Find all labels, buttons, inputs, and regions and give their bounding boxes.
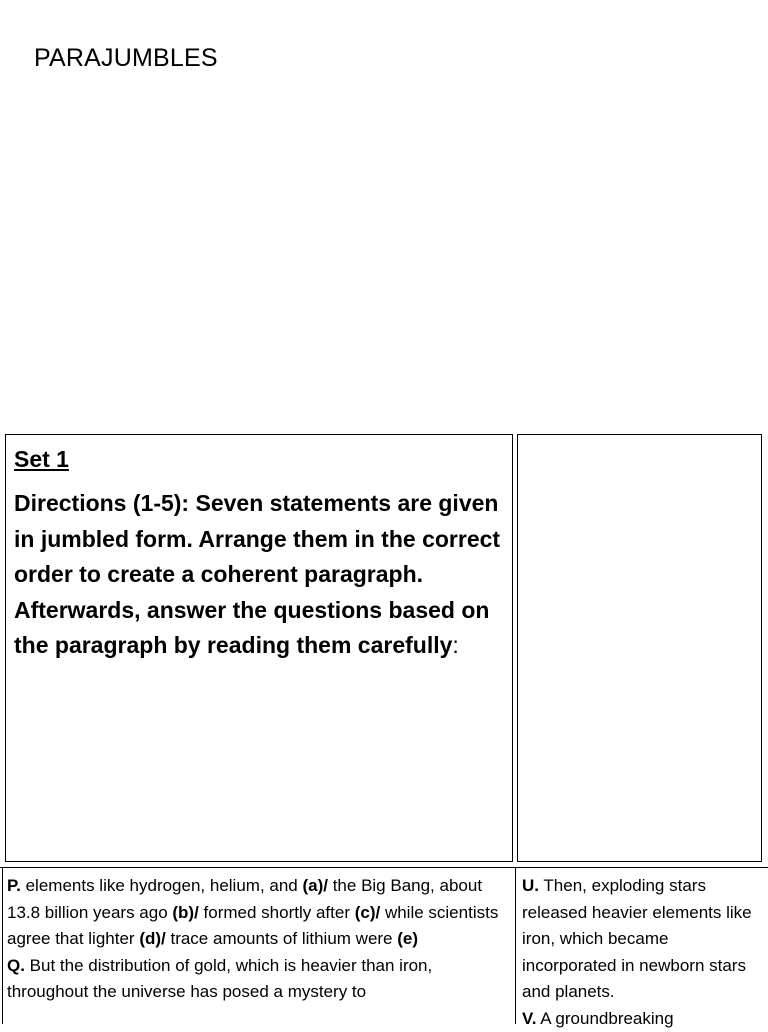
statement-v-text: A groundbreaking: [537, 1009, 674, 1028]
page-title: PARAJUMBLES: [34, 44, 218, 73]
directions-body: Directions (1-5): Seven statements are given in jumbled form. Arrange them in the correct order to create a coherent paragraph. Afterwards, answer the questions based on the paragraph by reading them carefully: [14, 490, 500, 658]
statements-right-cell: [522, 873, 762, 1032]
statement-q: [7, 953, 507, 1006]
marker-c: (c)/: [355, 903, 381, 922]
statement-u-text: Then, exploding stars released heavier elements like iron, which became incorporated in newborn stars and planets.: [522, 876, 752, 1001]
statement-u-label: U.: [522, 876, 539, 895]
statement-u: [522, 873, 762, 1006]
set-label: Set 1: [14, 446, 504, 473]
statements-left-cell: [7, 873, 507, 1006]
statement-q-label: Q.: [7, 956, 25, 975]
statement-v-label: V.: [522, 1009, 537, 1028]
table-top-border: [0, 867, 768, 868]
statement-p-text-4: while scientists agree that lighter: [7, 903, 498, 949]
directions-box: [5, 434, 513, 862]
statement-v: [522, 1006, 762, 1032]
directions-text: [14, 486, 504, 664]
statement-p-text-2: the Big Bang, about 13.8 billion years ago: [7, 876, 482, 922]
table-left-border: [2, 867, 3, 1024]
statement-p-label: P.: [7, 876, 21, 895]
marker-e: (e): [397, 929, 418, 948]
marker-b: (b)/: [172, 903, 198, 922]
statement-q-text: But the distribution of gold, which is heavier than iron, throughout the universe has posed a mystery to: [7, 956, 432, 1002]
statement-p: [7, 873, 507, 953]
empty-side-box: [517, 434, 762, 862]
statement-p-text-1: elements like hydrogen, helium, and: [21, 876, 303, 895]
statement-p-text-3: formed shortly after: [199, 903, 355, 922]
marker-a: (a)/: [302, 876, 328, 895]
directions-colon: :: [452, 632, 458, 658]
marker-d: (d)/: [139, 929, 165, 948]
statement-p-text-5: trace amounts of lithium were: [166, 929, 397, 948]
table-column-divider: [515, 867, 516, 1024]
